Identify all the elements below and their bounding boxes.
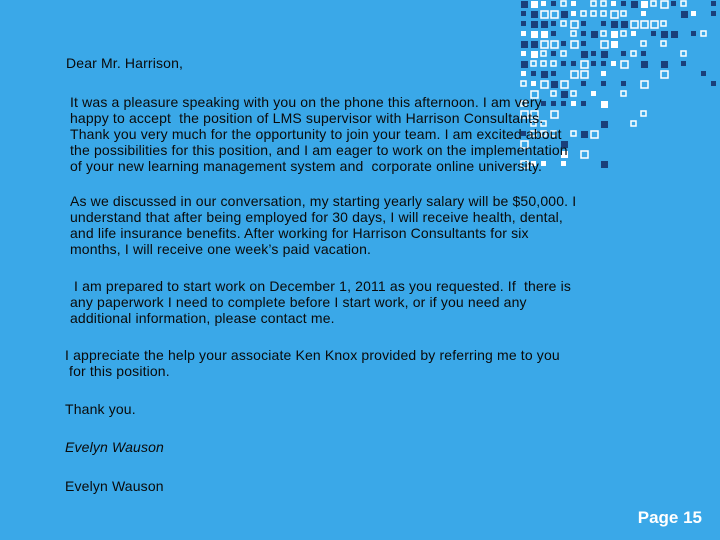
paragraph-1-line-5: of your new learning management system and corporate online university. — [70, 158, 543, 174]
paragraph-3-line-2: any paperwork I need to complete before I start work, or if you need any — [70, 294, 527, 310]
paragraph-4-line-2: for this position. — [65, 363, 170, 379]
paragraph-1-line-3: Thank you very much for the opportunity to join your team. I am excited about — [70, 126, 562, 142]
paragraph-1-line-4: the possibilities for this position, and I am eager to work on the implementation — [70, 142, 568, 158]
paragraph-2-line-1: As we discussed in our conversation, my starting yearly salary will be $50,000. I — [70, 193, 577, 209]
paragraph-2-line-4: months, I will receive one week’s paid vacation. — [70, 241, 372, 257]
paragraph-3-line-1: I am prepared to start work on December 1, 2011 as you requested. If there is — [70, 278, 572, 294]
page-number: Page 15 — [637, 508, 702, 527]
printed-name: Evelyn Wauson — [65, 478, 164, 494]
paragraph-1-line-2: happy to accept the position of LMS supervisor with Harrison Consultants. — [70, 110, 544, 126]
paragraph-2-line-2: understand that after being employed for 30 days, I will receive health, dental, — [70, 209, 563, 225]
signature: Evelyn Wauson — [65, 439, 164, 455]
paragraph-3-line-3: additional information, please contact me. — [70, 310, 335, 326]
salutation: Dear Mr. Harrison, — [66, 55, 184, 71]
paragraph-2-line-3: and life insurance benefits. After working for Harrison Consultants for six — [70, 225, 529, 241]
paragraph-4-line-1: I appreciate the help your associate Ken Knox provided by referring me to you — [65, 347, 560, 363]
paragraph-1-line-1: It was a pleasure speaking with you on the phone this afternoon. I am very — [70, 94, 542, 110]
closing: Thank you. — [65, 401, 136, 417]
